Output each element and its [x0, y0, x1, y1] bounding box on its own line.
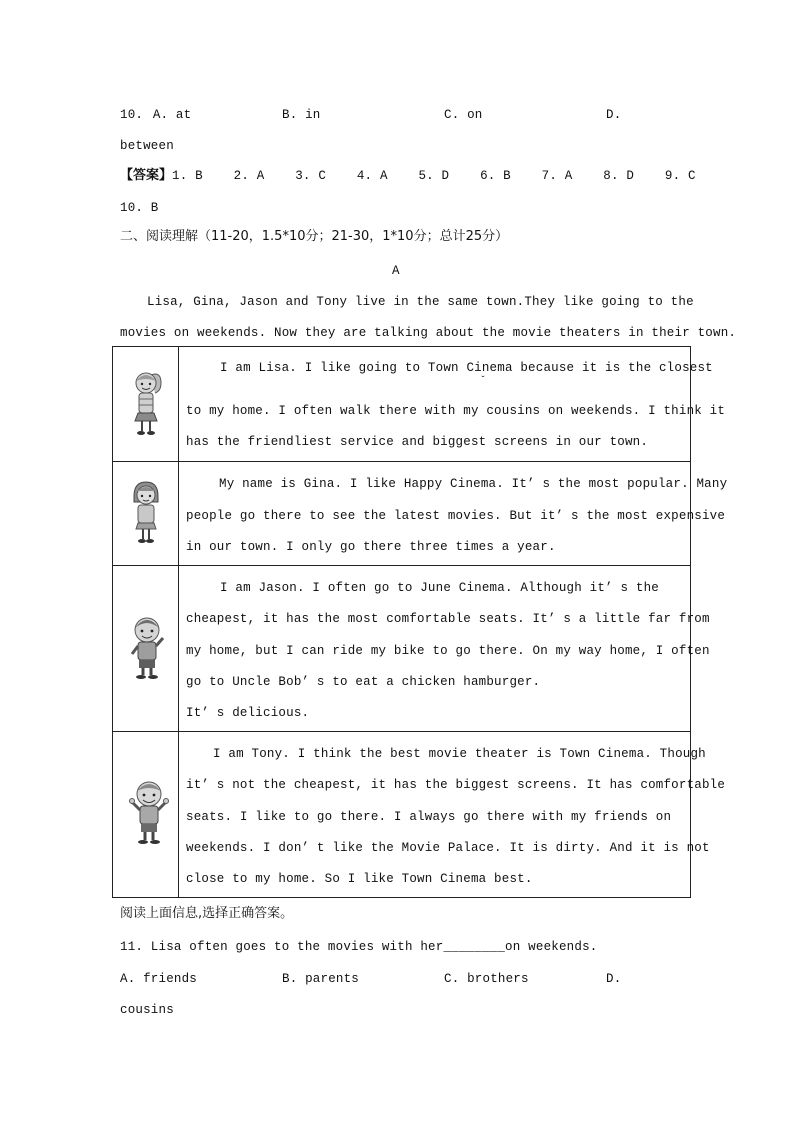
speech-cell-lisa	[179, 347, 726, 462]
tony-line-5: close to my home. So I like Town Cinema best.	[186, 872, 533, 886]
q10-option-a-text: A. at	[152, 108, 192, 122]
girl-ponytail-icon	[129, 369, 163, 437]
intro-line-1: Lisa, Gina, Jason and Tony live in the same town.They like going to the	[147, 295, 694, 309]
tony-line-4: weekends. I don’ t like the Movie Palace. It is dirty. And it is not	[186, 841, 710, 855]
speech-cell-jason	[179, 566, 710, 732]
lisa-line-1: I am Lisa. I like going to Town Cinema because it is the closest	[220, 361, 713, 375]
answer-line-2: 10. B	[120, 201, 159, 215]
answer-label: 【答案】	[120, 168, 173, 183]
tony-line-3: seats. I like to go there. I always go there with my friends on	[186, 810, 672, 824]
girl-short-hair-icon	[129, 480, 163, 544]
answer-key	[120, 166, 696, 184]
gina-line-2: people go there to see the latest movies. But it’ s the most expensive	[186, 509, 726, 523]
portrait-cell	[113, 462, 179, 566]
table-row-gina	[113, 462, 691, 566]
lisa-line-3: has the friendliest service and biggest screens in our town.	[186, 435, 649, 449]
portrait-cell	[113, 732, 179, 898]
q11-option-b: B. parents	[282, 972, 360, 986]
portrait-cell	[113, 566, 179, 732]
lisa-line-2: to my home. I often walk there with my cousins on weekends. I think it	[186, 404, 726, 418]
tony-line-2: it’ s not the cheapest, it has the biggest screens. It has comfortable	[186, 778, 726, 792]
gina-line-3: in our town. I only go there three times a year.	[186, 540, 556, 554]
q10-option-a	[120, 107, 191, 123]
table-row-tony	[113, 732, 691, 898]
speech-cell-gina	[179, 462, 728, 566]
speech-cell-tony	[179, 732, 726, 898]
q11-option-d: D.	[606, 972, 622, 986]
answer-line-1: 1. B 2. A 3. C 4. A 5. D 6. B 7. A 8. D 9. C	[172, 169, 696, 183]
gina-line-1: My name is Gina. I like Happy Cinema. It’ s the most popular. Many	[219, 477, 728, 491]
q10-option-c: C. on	[444, 108, 483, 122]
lisa-mark: ˇ	[480, 376, 487, 387]
tony-line-1: I am Tony. I think the best movie theater is Town Cinema. Though	[213, 747, 706, 761]
portrait-cell	[113, 347, 179, 462]
boy-arms-up-icon	[129, 778, 169, 846]
intro-line-2: movies on weekends. Now they are talking about the movie theaters in their town.	[120, 326, 737, 340]
jason-line-4: go to Uncle Bob’ s to eat a chicken hamburger.	[186, 675, 541, 689]
q10-option-d: D.	[606, 108, 622, 122]
jason-line-1: I am Jason. I often go to June Cinema. Although it’ s the	[220, 581, 659, 595]
q10-option-b: B. in	[282, 108, 321, 122]
q11-stem: 11. Lisa often goes to the movies with her________on weekends.	[120, 940, 598, 954]
instruction: 阅读上面信息,选择正确答案。	[120, 906, 294, 921]
jason-line-3: my home, but I can ride my bike to go there. On my way home, I often	[186, 644, 710, 658]
q11-option-a: A. friends	[120, 972, 198, 986]
passage-letter: A	[392, 264, 400, 278]
table-row-jason	[113, 566, 691, 732]
q11-option-d-text: cousins	[120, 1003, 174, 1017]
table-row-lisa	[113, 347, 691, 462]
jason-line-2: cheapest, it has the most comfortable seats. It’ s a little far from	[186, 612, 710, 626]
reading-table	[112, 346, 728, 898]
boy-waving-icon	[129, 614, 165, 680]
q10-number: 10.	[120, 108, 144, 122]
q10-option-d-text: between	[120, 139, 174, 153]
section-heading: 二、阅读理解（11-20，1.5*10分；21-30，1*10分；总计25分）	[120, 229, 509, 244]
jason-line-5: It’ s delicious.	[186, 706, 310, 720]
q11-option-c: C. brothers	[444, 972, 529, 986]
